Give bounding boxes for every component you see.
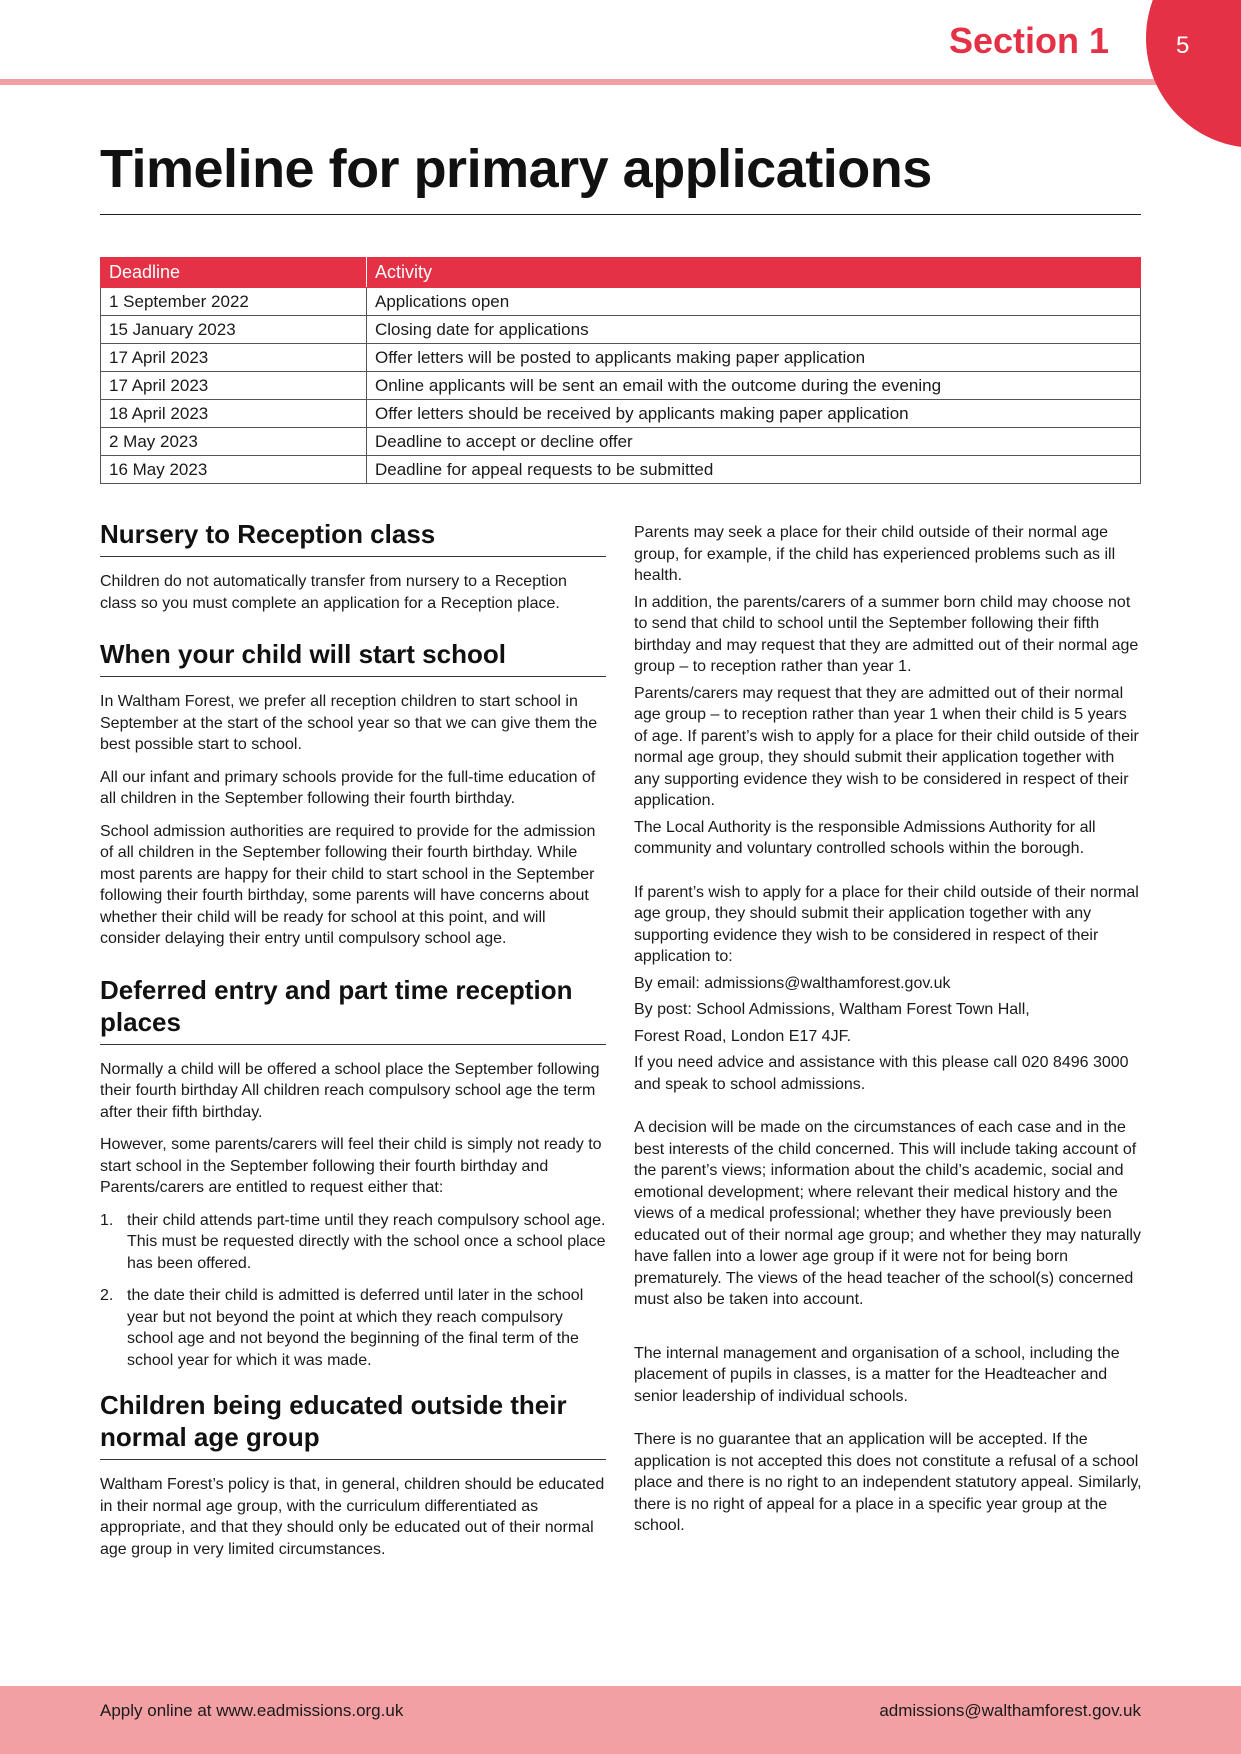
heading-outside-age-group: Children being educated outside their normal age group	[100, 1389, 606, 1460]
activity-cell: Applications open	[367, 288, 1141, 316]
paragraph: Parents may seek a place for their child outside of their normal age group, for example, if the child has experienced problems such as ill health.	[634, 524, 1116, 584]
deadline-cell: 17 April 2023	[101, 344, 367, 372]
page-title: Timeline for primary applications	[100, 139, 932, 199]
activity-cell: Online applicants will be sent an email with the outcome during the evening	[367, 372, 1141, 400]
paragraph: Children do not automatically transfer from nursery to a Reception class so you must complete an application for a Reception place.	[100, 573, 567, 612]
heading-nursery-to-reception: Nursery to Reception class	[100, 518, 606, 557]
request-options-list	[100, 1210, 606, 1372]
paragraph: Normally a child will be offered a school place the September following their fourth birthday All children reach compulsory school age the term after their fifth birthday.	[100, 1060, 600, 1121]
paragraph: Parents/carers may request that they are admitted out of their normal age group – to reception rather than year 1 when their child is 5 years of age. If parent’s wish to apply for a place for their child outside of their normal age group, they should submit their application together with any supporting evidence they wish to be considered in respect of their application.	[634, 684, 1139, 809]
paragraph: In addition, the parents/carers of a summer born child may choose not to send that child to school until the September following their fifth birthday and may request that they are admitted out of their normal age group – to reception rather than year 1.	[634, 593, 1139, 675]
contact-email: By email: admissions@walthamforest.gov.uk	[634, 974, 951, 992]
timeline-table	[100, 257, 1141, 484]
paragraph: If you need advice and assistance with this please call 020 8496 3000 and speak to school admissions.	[634, 1054, 1129, 1093]
footer-apply-online: Apply online at www.eadmissions.org.uk	[100, 1701, 404, 1720]
contact-post-line2: Forest Road, London E17 4JF.	[634, 1027, 852, 1045]
paragraph: In Waltham Forest, we prefer all reception children to start school in September at the start of the school year so that we can give them the best possible start to school.	[100, 693, 598, 753]
right-column	[634, 522, 1142, 1548]
deadline-cell: 17 April 2023	[101, 372, 367, 400]
table-header-row	[101, 258, 1141, 288]
paragraph: Waltham Forest’s policy is that, in general, children should be educated in their normal age group, with the curriculum differentiated as appropriate, and that they should only be educated out of their normal age group in very limited circumstances.	[100, 1476, 605, 1558]
table-row	[101, 288, 1141, 316]
list-item-text: the date their child is admitted is deferred until later in the school year but not beyond the point at which they reach compulsory school age and not beyond the beginning of the final term of the school year for which it was made.	[127, 1287, 584, 1369]
table-row	[101, 456, 1141, 484]
page-number-badge	[1146, 0, 1241, 148]
activity-cell: Deadline for appeal requests to be submitted	[367, 456, 1141, 484]
paragraph: School admission authorities are required to provide for the admission of all children in the September following their fourth birthday. While most parents are happy for their child to start school in the September following their fourth birthday, some parents will have concerns about whether their child will be ready for school at this point, and will consider delaying their entry until compulsory school age.	[100, 822, 596, 947]
section-label: Section 1	[948, 20, 1109, 61]
activity-cell: Offer letters should be received by applicants making paper application	[367, 400, 1141, 428]
left-column	[100, 518, 606, 1571]
column-header-deadline: Deadline	[101, 258, 367, 288]
paragraph: If parent’s wish to apply for a place for their child outside of their normal age group, they should submit their application together with any supporting evidence they wish to be considered in respect of their application to:	[634, 883, 1139, 965]
table-row	[101, 372, 1141, 400]
activity-cell: Closing date for applications	[367, 316, 1141, 344]
list-item	[100, 1210, 606, 1275]
table-row	[101, 428, 1141, 456]
table-row	[101, 316, 1141, 344]
paragraph: The Local Authority is the responsible Admissions Authority for all community and voluntary controlled schools within the borough.	[634, 818, 1096, 857]
heading-start-school: When your child will start school	[100, 638, 606, 677]
activity-cell: Deadline to accept or decline offer	[367, 428, 1141, 456]
footer-email: admissions@walthamforest.gov.uk	[879, 1701, 1141, 1720]
header-rule	[0, 79, 1241, 85]
heading-deferred-entry: Deferred entry and part time reception places	[100, 974, 606, 1045]
table-row	[101, 400, 1141, 428]
paragraph: There is no guarantee that an application will be accepted. If the application is not accepted this does not constitute a refusal of a school place and there is no right to an independent statutory appeal. Similarly, there is no right of appeal for a place in a specific year group at the school.	[634, 1431, 1142, 1534]
paragraph: A decision will be made on the circumstances of each case and in the best interests of the child concerned. This will include taking account of the parent’s views; information about the child’s academic, social and emotional development; where relevant their medical history and the views of a medical professional; whether they have previously been educated out of their normal age group; and whether they may naturally have fallen into a lower age group if it were not for being born prematurely. The views of the head teacher of the school(s) concerned must also be taken into account.	[634, 1119, 1141, 1308]
title-divider	[100, 214, 1141, 215]
list-number: 2.	[100, 1287, 114, 1304]
paragraph: The internal management and organisation of a school, including the placement of pupils in classes, is a matter for the Headteacher and senior leadership of individual schools.	[634, 1344, 1120, 1405]
list-item-text: their child attends part-time until they reach compulsory school age. This must be requested directly with the school once a school place has been offered.	[127, 1211, 606, 1272]
deadline-cell: 1 September 2022	[101, 288, 367, 316]
paragraph: However, some parents/carers will feel their child is simply not ready to start school in the September following their fourth birthday and Parents/carers are entitled to request either that:	[100, 1136, 602, 1196]
column-header-activity: Activity	[367, 258, 1141, 288]
deadline-cell: 2 May 2023	[101, 428, 367, 456]
activity-cell: Offer letters will be posted to applicants making paper application	[367, 344, 1141, 372]
deadline-cell: 15 January 2023	[101, 316, 367, 344]
table-row	[101, 344, 1141, 372]
list-number: 1.	[100, 1211, 114, 1229]
contact-post-line1: By post: School Admissions, Waltham Forest Town Hall,	[634, 1001, 1030, 1018]
list-item	[100, 1285, 606, 1371]
deadline-cell: 16 May 2023	[101, 456, 367, 484]
paragraph: All our infant and primary schools provide for the full-time education of all children in the September following their fourth birthday.	[100, 768, 596, 807]
deadline-cell: 18 April 2023	[101, 400, 367, 428]
page-number: 5	[1176, 32, 1190, 59]
